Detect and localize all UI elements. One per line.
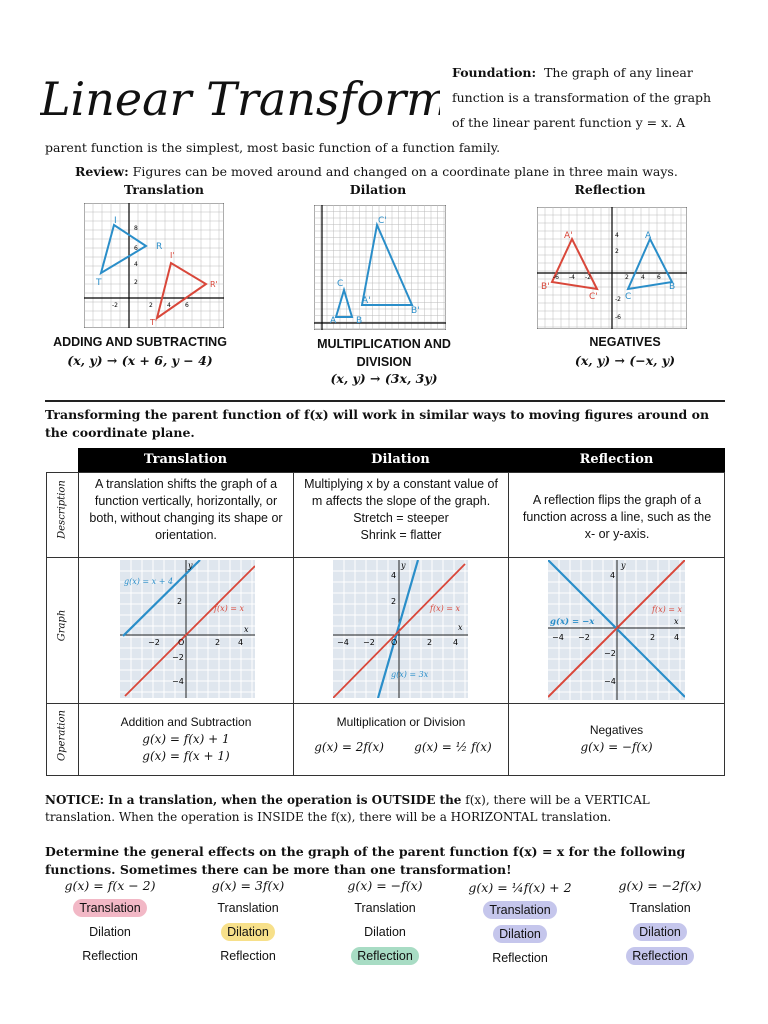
review-label: Review: [75, 164, 129, 179]
choice-translation[interactable]: Translation [629, 901, 691, 915]
choice-translation[interactable]: Translation [483, 901, 556, 919]
svg-text:T': T' [150, 318, 158, 327]
choice-translation[interactable]: Translation [73, 899, 146, 917]
svg-text:4: 4 [615, 232, 619, 239]
svg-text:O: O [178, 638, 185, 647]
choice-reflection[interactable]: Reflection [492, 951, 548, 965]
svg-text:2: 2 [391, 597, 397, 606]
svg-text:6: 6 [185, 302, 189, 309]
op-translation: Addition and Subtraction g(x) = f(x) + 1 g(x) = f(x + 1) [120, 715, 252, 763]
svg-text:2: 2 [615, 248, 619, 255]
svg-text:B': B' [411, 306, 420, 316]
svg-text:B: B [669, 282, 676, 292]
transform-intro: Transforming the parent function of f(x) will work in similar ways to moving figures around on the coordinate plane. [45, 407, 710, 440]
svg-text:I: I [114, 216, 117, 226]
choice-translation[interactable]: Translation [217, 901, 279, 915]
svg-text:−4: −4 [604, 677, 616, 686]
reflection-g-label: g(x) = −x [550, 617, 595, 627]
foundation-line-3: of the linear parent function y = x. A [452, 115, 686, 130]
svg-text:A: A [645, 231, 652, 241]
choice-translation[interactable]: Translation [354, 901, 416, 915]
svg-text:C': C' [589, 292, 598, 302]
exercise-4 [455, 880, 585, 973]
svg-text:2: 2 [134, 279, 138, 286]
svg-text:4: 4 [610, 571, 616, 580]
svg-text:6: 6 [657, 274, 661, 281]
svg-text:B: B [356, 316, 363, 326]
op-dilation: Multiplication or Division g(x) = 2f(x) g(x) = ½ f(x) [314, 715, 492, 754]
svg-text:-6: -6 [615, 314, 621, 321]
exercise-expression: g(x) = 3f(x) [211, 878, 285, 893]
svg-text:y: y [401, 561, 406, 570]
graph-dilation [333, 560, 468, 698]
reflection-f-label: f(x) = x [652, 605, 683, 614]
divider [45, 400, 725, 402]
svg-text:T: T [96, 278, 102, 288]
title-text: Linear Transfor [40, 72, 407, 126]
svg-text:4: 4 [167, 302, 171, 309]
exercise-expression: g(x) = ¼f(x) + 2 [468, 880, 572, 895]
header-translation: Translation [78, 448, 293, 472]
notice: NOTICE: In a translation, when the operation is OUTSIDE the f(x), there will be a VERTICAL translation. When the operation is INSIDE the f(x), there will be a HORIZONTAL translation. [45, 793, 650, 824]
svg-text:I': I' [170, 251, 175, 260]
page-title [40, 60, 440, 135]
header-dilation: Dilation [293, 448, 508, 472]
graph-translation [120, 560, 255, 698]
choice-reflection[interactable]: Reflection [220, 949, 276, 963]
svg-text:−4: −4 [172, 677, 184, 686]
svg-text:y: y [188, 561, 193, 570]
dilation-figure [314, 205, 446, 330]
svg-text:8: 8 [134, 225, 138, 232]
svg-text:−4: −4 [337, 638, 349, 647]
svg-text:C: C [625, 292, 632, 302]
svg-text:R': R' [210, 280, 218, 289]
svg-text:-2: -2 [112, 302, 118, 309]
svg-text:C': C' [378, 216, 387, 226]
svg-text:−2: −2 [363, 638, 375, 647]
foundation-continued: parent function is the simplest, most basic function of a function family. [45, 140, 501, 155]
svg-text:4: 4 [641, 274, 645, 281]
choice-dilation[interactable]: Dilation [221, 923, 275, 941]
svg-text:−2: −2 [578, 633, 590, 642]
foundation-line-2: function is a transformation of the graph [452, 90, 712, 105]
graph-reflection [548, 560, 685, 700]
svg-text:4: 4 [674, 633, 680, 642]
op-reflection: Negatives g(x) = −f(x) [580, 723, 653, 754]
rule-dilation: (x, y) → (3x, 3y) [330, 371, 438, 386]
row-divider-1 [78, 557, 725, 558]
svg-text:A': A' [362, 296, 371, 306]
svg-text:B': B' [541, 282, 550, 292]
foundation-line-1: The graph of any linear [544, 65, 693, 80]
svg-text:4: 4 [453, 638, 459, 647]
choice-dilation[interactable]: Dilation [364, 925, 406, 939]
row-divider-2 [78, 703, 725, 704]
exercise-expression: g(x) = −2f(x) [618, 878, 702, 893]
svg-text:x: x [244, 625, 249, 634]
rowlabel-operation: Operation [56, 710, 68, 761]
svg-text:x: x [674, 617, 679, 626]
svg-text:A: A [330, 316, 337, 326]
foundation-block [452, 60, 752, 135]
choice-dilation[interactable]: Dilation [493, 925, 547, 943]
choice-reflection[interactable]: Reflection [626, 947, 694, 965]
translation-figure [84, 203, 224, 328]
reflection-figure [537, 207, 687, 329]
transformation-table [46, 448, 725, 776]
header-reflection: Reflection [508, 448, 725, 472]
foundation-label: Foundation: [452, 65, 537, 80]
rowlabel-description: Description [56, 480, 68, 539]
choice-reflection[interactable]: Reflection [351, 947, 419, 965]
desc-translation: A translation shifts the graph of a function vertically, horizontally, or both, without changing its shape or orientation. [89, 477, 283, 542]
rowlabel-graph: Graph [56, 609, 68, 642]
svg-text:−4: −4 [552, 633, 564, 642]
svg-text:−2: −2 [604, 649, 616, 658]
dilation-f-label: f(x) = x [430, 604, 461, 613]
svg-text:−2: −2 [172, 653, 184, 662]
choice-dilation[interactable]: Dilation [633, 923, 687, 941]
svg-text:C: C [337, 279, 344, 289]
choice-reflection[interactable]: Reflection [82, 949, 138, 963]
figure-heading-reflection: Reflection [574, 182, 646, 197]
review-text: Figures can be moved around and changed on a coordinate plane in three main ways. [132, 164, 678, 179]
svg-text:A': A' [564, 231, 573, 241]
desc-reflection: A reflection flips the graph of a function across a line, such as the x- or y-axis. [522, 493, 712, 541]
svg-text:2: 2 [177, 597, 183, 606]
svg-text:2: 2 [149, 302, 153, 309]
exercise-2 [183, 878, 313, 971]
svg-text:R: R [156, 242, 163, 252]
svg-text:-2: -2 [585, 274, 591, 281]
svg-text:x: x [458, 623, 463, 632]
svg-text:2: 2 [650, 633, 656, 642]
rule-translation: (x, y) → (x + 6, y − 4) [67, 353, 213, 368]
review-line [75, 164, 755, 179]
dilation-g-label: g(x) = 3x [391, 670, 429, 679]
exercise-1 [45, 878, 175, 971]
svg-text:4: 4 [134, 261, 138, 268]
svg-text:-6: -6 [553, 274, 559, 281]
determine-instructions: Determine the general effects on the graph of the parent function f(x) = x for the following functions. Sometimes there can be more than one transformation! [45, 844, 686, 877]
svg-text:y: y [621, 561, 626, 570]
svg-text:2: 2 [625, 274, 629, 281]
caption-translation: ADDING AND SUBTRACTING [53, 335, 227, 349]
svg-text:-4: -4 [569, 274, 575, 281]
exercise-expression: g(x) = f(x − 2) [64, 878, 156, 893]
exercise-row [45, 878, 745, 978]
svg-text:2: 2 [427, 638, 433, 647]
svg-text:-2: -2 [615, 296, 621, 303]
svg-text:4: 4 [238, 638, 244, 647]
choice-dilation[interactable]: Dilation [89, 925, 131, 939]
exercise-expression: g(x) = −f(x) [347, 878, 423, 893]
svg-text:6: 6 [134, 245, 138, 252]
translation-f-label: f(x) = x [214, 604, 245, 613]
svg-text:2: 2 [215, 638, 221, 647]
svg-text:O: O [391, 638, 398, 647]
svg-text:−2: −2 [148, 638, 160, 647]
desc-dilation: Multiplying x by a constant value of m affects the slope of the graph. Stretch = steeper Shrink = flatter [304, 477, 498, 542]
exercise-5 [595, 878, 725, 971]
rule-reflection: (x, y) → (−x, y) [574, 353, 676, 368]
figure-heading-dilation: Dilation [349, 182, 407, 197]
translation-g-label: g(x) = x + 4 [124, 577, 174, 586]
caption-dilation: MULTIPLICATION AND DIVISION [317, 337, 451, 369]
svg-text:4: 4 [391, 571, 397, 580]
figure-heading-translation: Translation [124, 182, 204, 197]
exercise-3 [320, 878, 450, 971]
caption-reflection: NEGATIVES [589, 335, 661, 349]
